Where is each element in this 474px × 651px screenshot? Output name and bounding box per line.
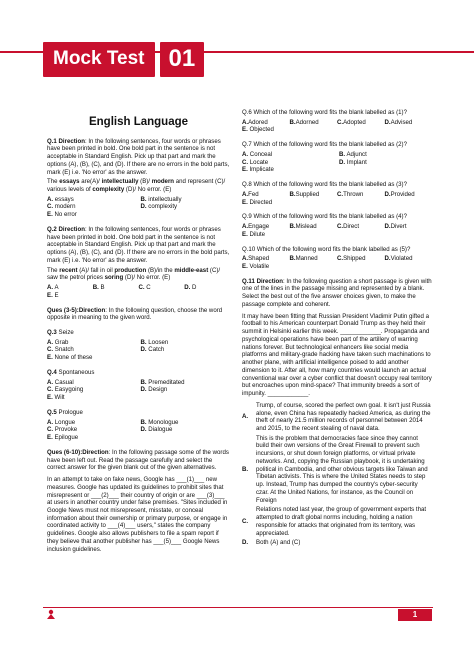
option[interactable]: D. Dialogue (140, 426, 173, 434)
option[interactable]: A. essays (47, 195, 74, 203)
mock-test-banner (43, 42, 204, 77)
page-number: 1 (398, 609, 432, 621)
question-5: Q.5 Prologue A. Longue B. Monologue C. Provoke D. Dialogue E. Epilogue (47, 409, 230, 442)
option[interactable]: A.Adored (242, 118, 268, 126)
option[interactable]: E. Wilt (47, 394, 65, 402)
option[interactable]: D. Design (140, 386, 168, 394)
option[interactable]: E. Dilute (242, 230, 266, 238)
option[interactable]: B. Premeditated (140, 378, 185, 386)
option[interactable]: B. Loosen (140, 338, 169, 346)
option[interactable]: C. modern (47, 203, 76, 211)
cloze-passage: In an attempt to take on fake news, Google has ___(1)___ new measures. Google has updated its guidelines to prohibit sites that misrepresent or ___(2)___ their country of origin or are ___(3)___ at users in another country under false premises. "Sites included in Google News must not misrepresent, misstate, or conceal information about their ownership or primary purpose, or engage in coordinated activity to ___(4)___ users," states the company guidelines. Google also allows publishers to file a spam report if they believe that another publisher has ___(5)___ Google News inclusion guidelines. (47, 476, 228, 553)
question-10: Q.10 Which of the following word fits the blank labelled as (5)? A.Shaped B.Manned C.Shipped D.Violated E. Volatile (242, 246, 432, 271)
option[interactable]: A.Shaped (242, 255, 270, 263)
option[interactable]: C. Provoke (47, 426, 78, 434)
option[interactable]: B.Adorned (289, 118, 319, 126)
option[interactable]: B.Manned (289, 255, 318, 263)
option[interactable]: E. Implicate (242, 166, 274, 174)
option[interactable]: E. Objected (242, 126, 274, 134)
option[interactable]: C. Easygoing (47, 386, 84, 394)
option[interactable]: E. None of these (47, 354, 93, 362)
option[interactable]: D. complexity (140, 203, 178, 211)
option[interactable]: E. Directed (242, 198, 273, 206)
option[interactable]: B.Supplied (289, 190, 320, 198)
option[interactable]: C. Locate (242, 158, 269, 166)
option[interactable]: D. Implant (339, 158, 367, 166)
option[interactable]: D. Catch (140, 346, 165, 354)
option[interactable]: B. intellectually (140, 195, 182, 203)
option[interactable]: E. No error (47, 211, 77, 219)
option[interactable]: B. Adjunct (339, 150, 367, 158)
option[interactable]: D.Advised (384, 118, 413, 126)
section-title: English Language (88, 116, 189, 128)
q1-direction: Q.1 Direction: In the following sentences, four words or phrases have been printed in bold. One bold part in the sentence is not acceptable in Standard English. Pick up that part and mark the options (A), (B), (C), and (D). If there are no errors in the bold parts, mark (E) i.e. 'No error' as the answer. (47, 137, 230, 176)
question-7: Q.7 Which of the following word fits the blank labelled as (2)? A. Conceal B. Adjunct C. Locate D. Implant E. Implicate (242, 141, 432, 174)
option[interactable]: A. Trump, of course, scored the perfect own goal. It isn't just Russia alone, even China has repeatedly hacked America, as during the theft of nearly 21.5 million records of personnel between 2014 and 2015, to the recent stealing of naval data. (242, 401, 431, 432)
questions-3-5-direction: Ques (3-5):Direction: In the following question, choose the word opposite in meaning to the given word. (47, 306, 223, 322)
question-11: Q.11 Direction: In the following question a short passage is given with one of the lines in the passage missing and represented by a blank. Select the best out of the five answer choices given, to make the passage complete and coherent. It may have been fitting that Russian President Vladimir Putin gifted a football to his American counterpart Donald Trump as they held their summit in Helsinki earlier this week. ____________. Propaganda and psychological operations have been part of the artillery of warring nations forever. But technological enhancers like social media platforms and military-grade hacking have taken such machinations to another plane, with artificial intelligence poised to add another dimension to it. After all, how many countries would launch an actual conventional war over a cyber conflict that doesn't occupy real territory but encroaches upon mind-space? That immunity breeds a sort of impunity. ____________. A. Trump, of course, scored the perfect own goal. It isn't just Russia alone, even China has repeatedly hacked America, as during the theft of nearly 21.5 million records of personnel between 2014 and 2015, to the recent stealing of naval data. B. This is the problem that democracies face since they cannot build their own versions of the Great Firewall to prevent such incursions, or shut down foreign platforms, or virtual private networks. And, copying the Russian playbook, it is undertaking political in Cambodia, and other obvious targets like Taiwan and Tibetan activists. This is where the United States needs to step up. Instead, Trump has dumped the country's cyber-security czar. At the United Nations, for instance, as the Council on Foreign C. Relations noted last year, the group of government experts that attempted to draft global norms including, holding a nation responsible for attacks that originated from its territory, was appreciated. D. Both (A) and (C) (242, 277, 432, 547)
question-1 (47, 138, 230, 219)
option[interactable]: C.Adopted (337, 118, 366, 126)
right-column (242, 109, 432, 554)
option[interactable]: B. Monologue (140, 418, 179, 426)
option[interactable]: C.Thrown (337, 190, 364, 198)
question-2 (47, 226, 230, 300)
option[interactable]: C.Direct (337, 223, 360, 231)
option[interactable]: A.Fed (242, 190, 259, 198)
option[interactable]: A.Engage (242, 223, 270, 231)
quiz-logo-icon (44, 608, 58, 620)
option[interactable]: C. Relations noted last year, the group of government experts that attempted to draft global norms including, holding a nation responsible for attacks that originated from its territory, was appreciated. (242, 506, 427, 537)
option[interactable]: D.Divert (384, 223, 407, 231)
option[interactable]: A. A (47, 284, 59, 292)
option[interactable]: B. B (92, 284, 105, 292)
questions-6-10-direction: Ques (6-10):Direction: In the following passage some of the words have been left out. Read the passage carefully and select the correct answer for the given blank out of the given alternatives. In an attempt to take on fake news, Google has ___(1)___ new measures. Google has updated its guidelines to prohibit sites that misrepresent or ___(2)___ their country of origin or are ___(3)___ at users in another country under false premises. "Sites included in Google News must not misrepresent, misstate, or conceal information about their ownership or primary purpose, or engage in coordinated activity to ___(4)___ users," states the company guidelines. Google also allows publishers to file a spam report if they believe that another publisher has ___(5)___ Google News inclusion guidelines. (47, 448, 229, 553)
option[interactable]: D.Provided (384, 190, 415, 198)
footer-rule (43, 607, 433, 608)
q2-sentence: The recent (A)/ fall in oil production (B)/in the middle-east (C)/ saw the petrol prices soring (D)/ No error. (E) (47, 266, 221, 282)
option[interactable]: E. Epilogue (47, 434, 79, 442)
q1-options (47, 196, 230, 219)
option[interactable]: D. Both (A) and (C) (242, 539, 301, 547)
option[interactable]: A. Grab (47, 338, 69, 346)
option[interactable]: C. Snatch (47, 346, 74, 354)
question-4: Q.4 Spontaneous A. Casual B. Premeditated C. Easygoing D. Design E. Wilt (47, 369, 230, 402)
left-column (47, 110, 230, 560)
option[interactable]: D.Violated (384, 255, 413, 263)
banner-title: Mock Test (43, 42, 155, 77)
option[interactable]: A. Conceal (242, 150, 273, 158)
option[interactable]: A. Longue (47, 418, 76, 426)
question-8: Q.8 Which of the following word fits the blank labelled as (3)? A.Fed B.Supplied C.Thrown D.Provided E. Directed (242, 181, 432, 206)
q1-sentence: The essays are(A)/ intellectually (B)/ modern and represent (C)/ various levels of complexity (D)/ No error. (E) (47, 178, 226, 193)
banner-number: 01 (160, 42, 205, 77)
option[interactable]: E. Volatile (242, 263, 270, 271)
option[interactable]: B. This is the problem that democracies face since they cannot build their own versions of the Great Firewall to prevent such incursions, or shut down foreign platforms, or virtual private networks. And, copying the Russian playbook, it is undertaking political in Cambodia, and other obvious targets like Taiwan and Tibetan activists. This is where the United States needs to step up. Instead, Trump has dumped the country's cyber-security czar. At the United Nations, for instance, as the Council on Foreign (242, 434, 428, 504)
option[interactable]: C. C (138, 284, 151, 292)
q2-direction: Q.2 Direction: In the following sentences, four words or phrases have been printed in bold. One bold part in the sentence is not acceptable in Standard English. Pick up that part and mark the options (A), (B), (C), and (D). If there are no errors in the bold parts, mark (E) i.e. 'No error' as the answer. (47, 225, 230, 264)
question-6: Q.6 Which of the following word fits the blank labelled as (1)? A.Adored B.Adorned C.Adopted D.Advised E. Objected (242, 109, 432, 134)
q11-passage: It may have been fitting that Russian President Vladimir Putin gifted a football to his American counterpart Donald Trump as they held their summit in Helsinki earlier this week. ____________. Propaganda and psychological operations have been part of the artillery of warring nations forever. But technological enhancers like social media platforms and military-grade hacking have taken such machinations to another plane, with artificial intelligence poised to add another dimension to it. After all, how many countries would launch an actual conventional war over a cyber conflict that doesn't occupy real territory but encroaches upon mind-space? That immunity breeds a sort of impunity. ____________. (242, 312, 432, 398)
q2-options (47, 284, 230, 299)
option[interactable]: D. D (184, 284, 197, 292)
question-9: Q.9 Which of the following word fits the blank labelled as (4)? A.Engage B.Mislead C.Direct D.Divert E. Dilute (242, 213, 432, 238)
option[interactable]: C.Shipped (337, 255, 366, 263)
option[interactable]: A. Casual (47, 378, 74, 386)
question-3: Q.3 Seize A. Grab B. Loosen C. Snatch D. Catch E. None of these (47, 329, 230, 362)
option[interactable]: B.Mislead (289, 223, 317, 231)
option[interactable]: E. E (47, 291, 59, 299)
